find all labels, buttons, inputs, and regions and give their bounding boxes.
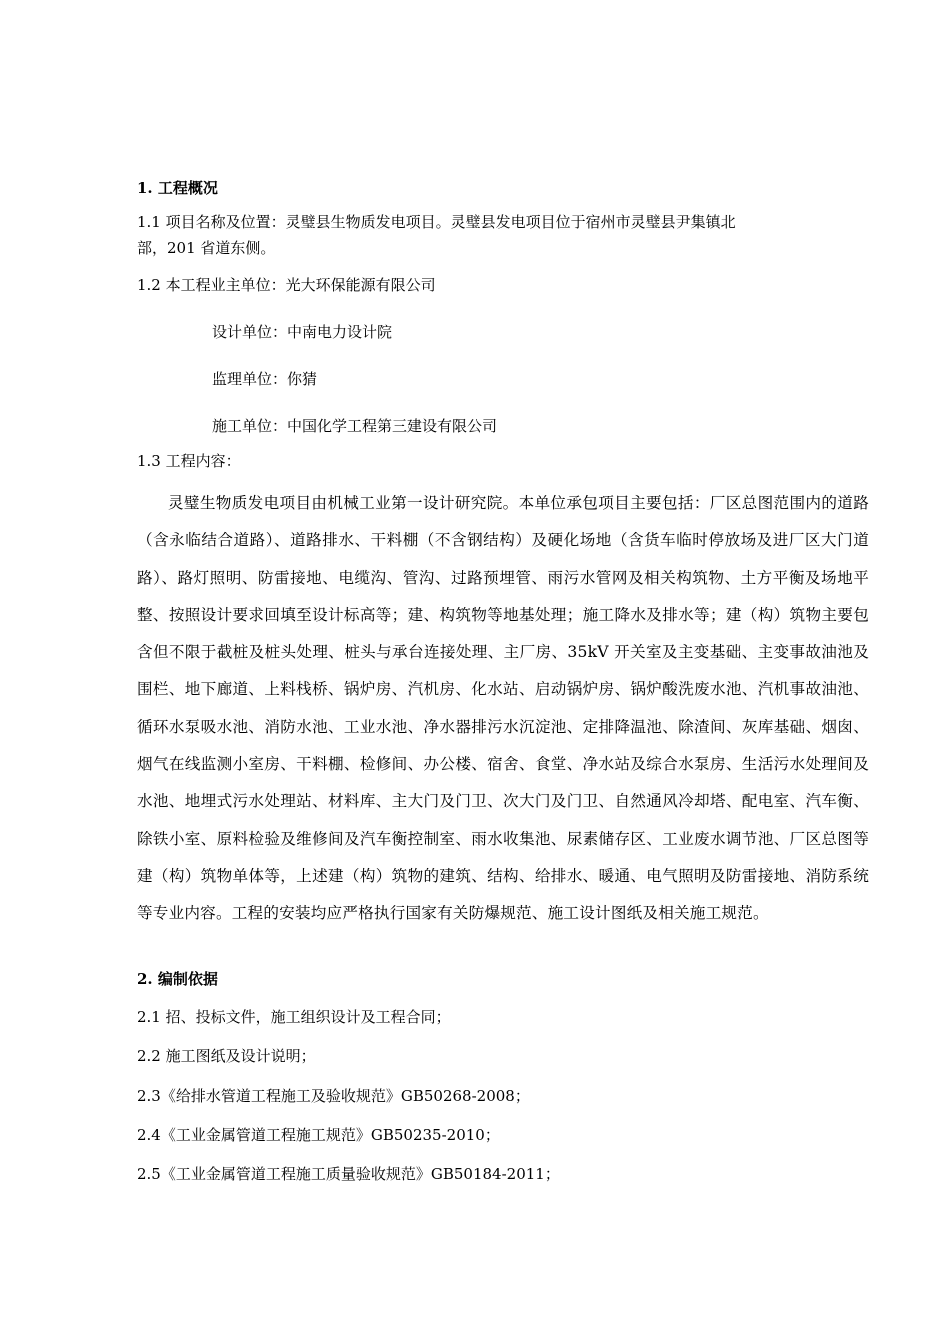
basis-item-4: 2.4《工业金属管道工程施工规范》GB50235-2010；	[137, 1126, 500, 1144]
construction-unit: 施工单位：中国化学工程第三建设有限公司	[212, 417, 498, 435]
project-content-label: 1.3 工程内容：	[137, 452, 241, 470]
supervision-unit: 监理单位：你猜	[212, 370, 318, 388]
project-name-location-line2: 部，201 省道东侧。	[137, 239, 276, 257]
design-unit: 设计单位：中南电力设计院	[212, 323, 393, 341]
owner-unit: 1.2 本工程业主单位：光大环保能源有限公司	[137, 276, 436, 294]
section-1-heading: 1. 工程概况	[137, 179, 218, 197]
basis-item-3: 2.3《给排水管道工程施工及验收规范》GB50268-2008；	[137, 1087, 530, 1105]
section-2-heading: 2. 编制依据	[137, 970, 218, 988]
project-name-location-line1: 1.1 项目名称及位置：灵璧县生物质发电项目。灵璧县发电项目位于宿州市灵璧县尹集镇北	[137, 213, 736, 231]
project-content-paragraph: 灵璧生物质发电项目由机械工业第一设计研究院。本单位承包项目主要包括：厂区总图范围内的道路（含永临结合道路）、道路排水、干料棚（不含钢结构）及硬化场地（含货车临时停放场及进厂区大门道路）、路灯照明、防雷接地、电缆沟、管沟、过路预埋管、雨污水管网及相关构筑物、土方平衡及场地平整、按照设计要求回填至设计标高等；建、构筑物等地基处理；施工降水及排水等；建（构）筑物主要包含但不限于截桩及桩头处理、桩头与承台连接处理、主厂房、35kV 开关室及主变基础、主变事故油池及围栏、地下廊道、上料栈桥、锅炉房、汽机房、化水站、启动锅炉房、锅炉酸洗废水池、汽机事故油池、循环水泵吸水池、消防水池、工业水池、净水器排污水沉淀池、定排降温池、除渣间、灰库基础、烟囱、烟气在线监测小室房、干料棚、检修间、办公楼、宿舍、食堂、净水站及综合水泵房、生活污水处理间及水池、地埋式污水处理站、材料库、主大门及门卫、次大门及门卫、自然通风冷却塔、配电室、汽车衡、除铁小室、原料检验及维修间及汽车衡控制室、雨水收集池、尿素储存区、工业废水调节池、厂区总图等建（构）筑物单体等，上述建（构）筑物的建筑、结构、给排水、暖通、电气照明及防雷接地、消防系统等专业内容。工程的安装均应严格执行国家有关防爆规范、施工设计图纸及相关施工规范。	[137, 494, 869, 923]
basis-item-1: 2.1 招、投标文件，施工组织设计及工程合同；	[137, 1008, 451, 1026]
basis-item-5: 2.5《工业金属管道工程施工质量验收规范》GB50184-2011；	[137, 1165, 560, 1183]
basis-item-2: 2.2 施工图纸及设计说明；	[137, 1047, 316, 1065]
